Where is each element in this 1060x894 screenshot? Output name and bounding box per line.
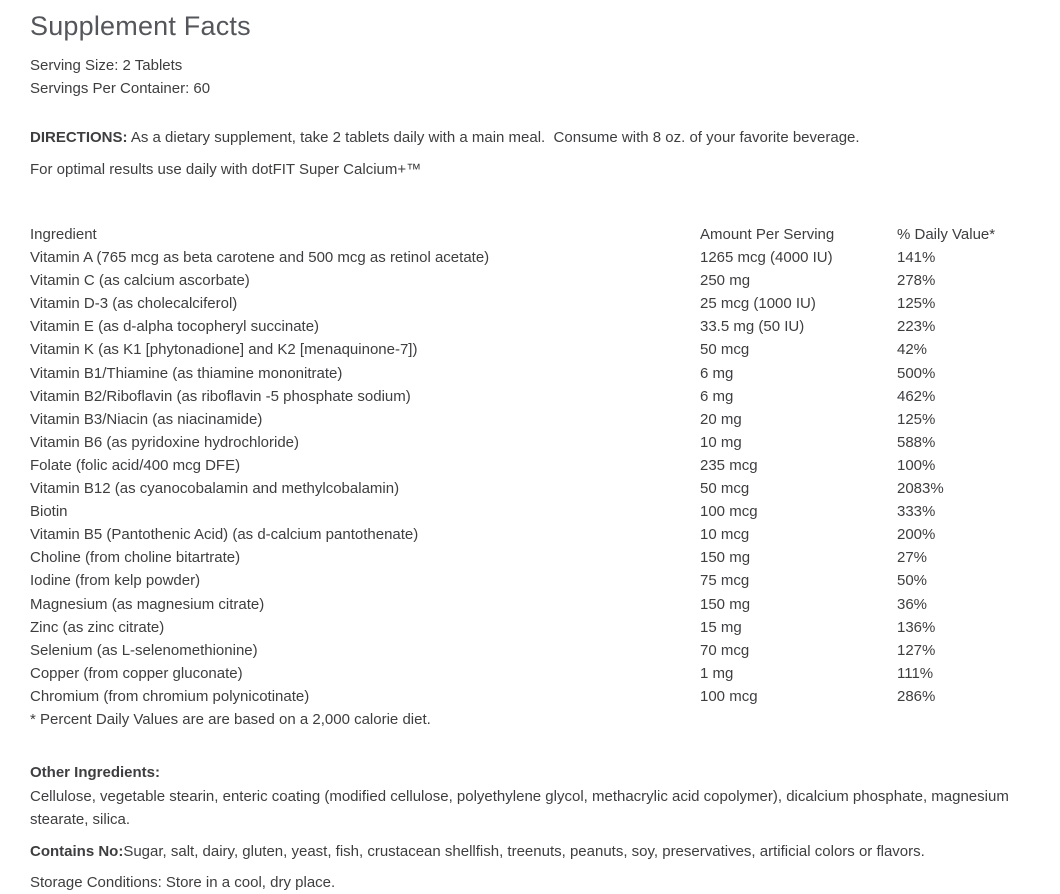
- ingredients-table: [30, 223, 1030, 708]
- ingredient-amount: 250 mg: [700, 272, 751, 290]
- ingredient-name: Vitamin B6 (as pyridoxine hydrochloride): [30, 433, 300, 451]
- directions-label: DIRECTIONS:: [30, 129, 128, 146]
- table-row: [30, 685, 1030, 708]
- other-ingredients-heading: Other Ingredients:: [30, 763, 161, 781]
- ingredient-dv: 278%: [897, 272, 936, 290]
- ingredient-dv: 36%: [897, 595, 928, 613]
- header-daily-value: % Daily Value*: [897, 226, 996, 243]
- contains-no: [30, 840, 1030, 863]
- ingredient-dv: 500%: [897, 364, 936, 382]
- table-row: [30, 546, 1030, 569]
- ingredient-name: Folate (folic acid/400 mcg DFE): [30, 456, 241, 474]
- ingredient-amount: 100 mcg: [700, 503, 758, 521]
- header-ingredient: Ingredient: [30, 226, 97, 243]
- contains-no-label: Contains No:: [30, 842, 124, 860]
- ingredient-dv: 333%: [897, 503, 936, 521]
- table-row: [30, 408, 1030, 431]
- table-row: [30, 431, 1030, 454]
- serving-size: Serving Size: 2 Tablets: [30, 57, 183, 74]
- table-row: [30, 569, 1030, 592]
- directions: [30, 126, 1030, 149]
- directions-text: As a dietary supplement, take 2 tablets daily with a main meal. Consume with 8 oz. of your favorite beverage.: [127, 129, 860, 146]
- ingredient-dv: 2083%: [897, 480, 944, 498]
- ingredient-amount: 50 mcg: [700, 341, 750, 359]
- table-header-row: [30, 223, 1030, 246]
- ingredient-dv: 27%: [897, 549, 928, 567]
- ingredient-amount: 33.5 mg (50 IU): [700, 318, 805, 336]
- ingredient-amount: 235 mcg: [700, 456, 758, 474]
- servings-per-container: Servings Per Container: 60: [30, 80, 211, 97]
- other-ingredients-label: [30, 761, 1030, 784]
- table-row: [30, 523, 1030, 546]
- ingredient-dv: 127%: [897, 641, 936, 659]
- table-row: [30, 454, 1030, 477]
- storage-conditions: Storage Conditions: Store in a cool, dry place.: [30, 873, 336, 891]
- table-row: [30, 385, 1030, 408]
- ingredient-dv: 42%: [897, 341, 928, 359]
- ingredient-dv: 286%: [897, 687, 936, 705]
- ingredient-amount: 10 mcg: [700, 526, 750, 544]
- ingredient-dv: 125%: [897, 410, 936, 428]
- serving-info: [30, 54, 1030, 100]
- other-ingredients-text: Cellulose, vegetable stearin, enteric coating (modified cellulose, polyethylene glycol, methacrylic acid copolymer), dicalcium phosphate, magnesium stearate, silica.: [30, 787, 1009, 828]
- ingredient-dv: 136%: [897, 618, 936, 636]
- ingredient-name: Magnesium (as magnesium citrate): [30, 595, 265, 613]
- ingredient-amount: 100 mcg: [700, 687, 758, 705]
- header-amount-per-serving: Amount Per Serving: [700, 226, 835, 243]
- optimal-results-note: For optimal results use daily with dotFIT Super Calcium+™: [30, 161, 422, 178]
- ingredient-amount: 1265 mcg (4000 IU): [700, 249, 833, 267]
- table-row: [30, 477, 1030, 500]
- table-row: [30, 292, 1030, 315]
- page-title: Supplement Facts: [30, 11, 251, 41]
- ingredient-name: Vitamin C (as calcium ascorbate): [30, 272, 250, 290]
- ingredient-amount: 10 mg: [700, 433, 742, 451]
- ingredient-name: Vitamin B5 (Pantothenic Acid) (as d-calcium pantothenate): [30, 526, 419, 544]
- ingredient-dv: 462%: [897, 387, 936, 405]
- table-row: [30, 500, 1030, 523]
- daily-value-footnote: * Percent Daily Values are are based on a 2,000 calorie diet.: [30, 710, 431, 728]
- ingredient-amount: 150 mg: [700, 549, 751, 567]
- ingredient-name: Vitamin B12 (as cyanocobalamin and methylcobalamin): [30, 480, 400, 498]
- ingredient-amount: 25 mcg (1000 IU): [700, 295, 816, 313]
- ingredient-dv: 223%: [897, 318, 936, 336]
- ingredient-amount: 70 mcg: [700, 641, 750, 659]
- ingredient-amount: 15 mg: [700, 618, 742, 636]
- ingredient-dv: 200%: [897, 526, 936, 544]
- ingredient-name: Selenium (as L-selenomethionine): [30, 641, 258, 659]
- ingredient-name: Vitamin B3/Niacin (as niacinamide): [30, 410, 263, 428]
- ingredient-amount: 20 mg: [700, 410, 742, 428]
- ingredient-name: Choline (from choline bitartrate): [30, 549, 241, 567]
- ingredient-dv: 111%: [897, 664, 934, 682]
- ingredient-amount: 50 mcg: [700, 480, 750, 498]
- table-row: [30, 269, 1030, 292]
- ingredient-name: Zinc (as zinc citrate): [30, 618, 165, 636]
- table-row: [30, 315, 1030, 338]
- ingredient-dv: 141%: [897, 249, 936, 267]
- ingredient-name: Copper (from copper gluconate): [30, 664, 243, 682]
- table-row: [30, 246, 1030, 269]
- table-row: [30, 662, 1030, 685]
- ingredient-amount: 150 mg: [700, 595, 751, 613]
- ingredient-amount: 6 mg: [700, 387, 734, 405]
- ingredient-name: Vitamin B1/Thiamine (as thiamine mononitrate): [30, 364, 343, 382]
- ingredient-name: Iodine (from kelp powder): [30, 572, 201, 590]
- ingredient-name: Vitamin B2/Riboflavin (as riboflavin -5 phosphate sodium): [30, 387, 411, 405]
- ingredient-dv: 50%: [897, 572, 928, 590]
- table-row: [30, 639, 1030, 662]
- ingredient-amount: 1 mg: [700, 664, 734, 682]
- ingredient-name: Chromium (from chromium polynicotinate): [30, 687, 310, 705]
- table-row: [30, 338, 1030, 361]
- ingredient-dv: 100%: [897, 456, 936, 474]
- ingredient-dv: 588%: [897, 433, 936, 451]
- ingredient-amount: 6 mg: [700, 364, 734, 382]
- contains-no-text: Sugar, salt, dairy, gluten, yeast, fish, crustacean shellfish, treenuts, peanuts, soy, preservatives, artificial colors or flavors.: [123, 842, 925, 860]
- ingredient-name: Vitamin A (765 mcg as beta carotene and 500 mcg as retinol acetate): [30, 249, 490, 267]
- ingredient-name: Biotin: [30, 503, 68, 521]
- ingredient-dv: 125%: [897, 295, 936, 313]
- ingredient-amount: 75 mcg: [700, 572, 750, 590]
- ingredient-name: Vitamin D-3 (as cholecalciferol): [30, 295, 238, 313]
- table-row: [30, 616, 1030, 639]
- table-row: [30, 362, 1030, 385]
- ingredient-name: Vitamin K (as K1 [phytonadione] and K2 [menaquinone-7]): [30, 341, 418, 359]
- table-row: [30, 593, 1030, 616]
- ingredient-name: Vitamin E (as d-alpha tocopheryl succinate): [30, 318, 320, 336]
